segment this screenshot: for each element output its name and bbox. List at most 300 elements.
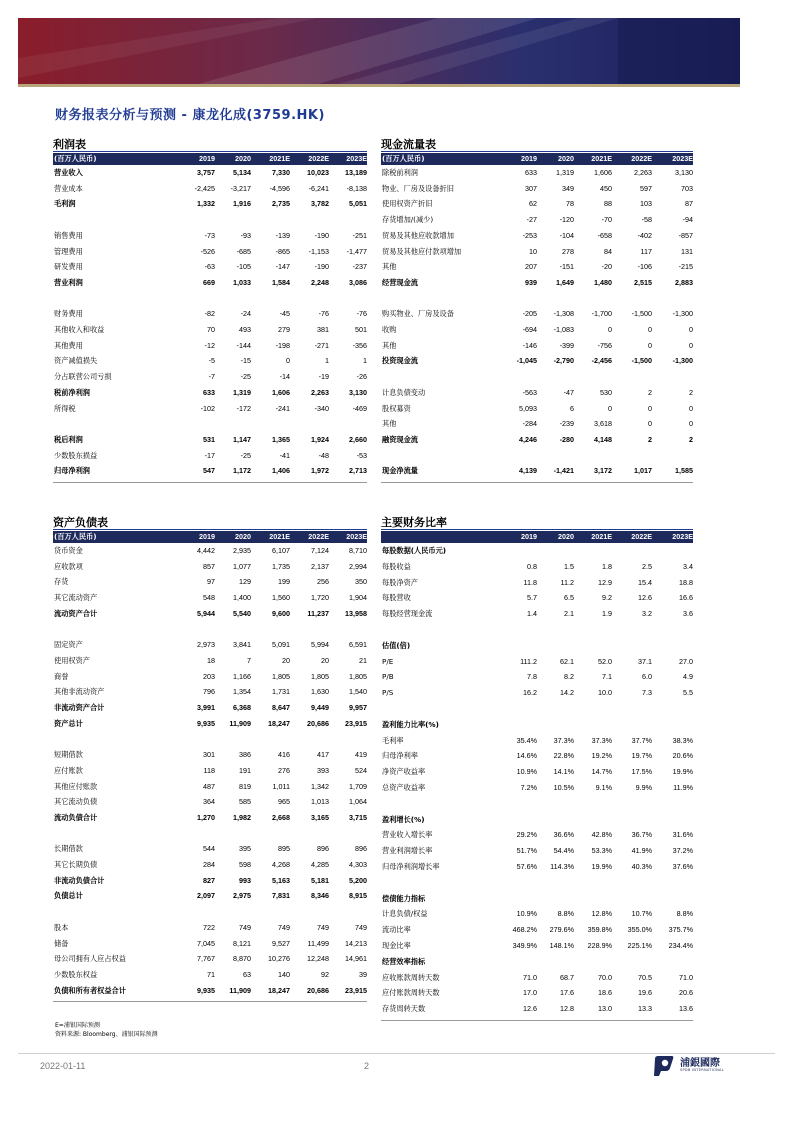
cell-value: 364 (203, 797, 215, 807)
cell-value: -70 (601, 215, 612, 225)
cell-value: 10,023 (307, 168, 329, 177)
cell-value: 3,130 (675, 168, 693, 177)
cell-value: 3.6 (683, 609, 693, 619)
cell-value (653, 798, 693, 810)
cell-value (534, 877, 574, 889)
cell-value: 548 (203, 593, 215, 603)
cell-value (534, 371, 574, 383)
cell-value (175, 733, 215, 745)
cell-value: 0 (648, 403, 652, 413)
cell-value: 2 (648, 387, 652, 397)
cell-value (327, 293, 367, 305)
table-row (53, 576, 367, 588)
cell-value: 17.5% (631, 767, 652, 777)
cell-value: 7,045 (197, 938, 215, 948)
cell-value: -120 (559, 215, 574, 225)
cell-value (612, 798, 652, 810)
cell-value: 1.5 (564, 561, 574, 571)
cell-value: 3.2 (642, 609, 652, 619)
year-header: 2023E (346, 154, 367, 163)
table-row (53, 545, 367, 557)
year-header: 2021E (269, 154, 290, 163)
table-row (53, 167, 367, 179)
cell-value: -190 (314, 262, 329, 272)
cell-value: 1,332 (197, 199, 215, 209)
cell-value: 27.0 (679, 656, 693, 666)
cell-value: -340 (314, 403, 329, 413)
cell-value (497, 371, 537, 383)
cell-value: 2.5 (642, 561, 652, 571)
row-label: 收购 (382, 325, 397, 334)
cell-value: -2,456 (591, 356, 612, 366)
table-row (381, 829, 693, 841)
cell-value: 1,805 (349, 671, 367, 681)
table-title-rule (53, 151, 367, 152)
cell-value: 20 (321, 655, 329, 665)
row-label: 其他应付账款 (54, 781, 98, 791)
cell-value: 0 (689, 403, 693, 413)
row-label: 资产减值损失 (54, 356, 98, 366)
row-label: 商誉 (54, 671, 69, 681)
cell-value: 62 (529, 199, 537, 209)
cell-value: -694 (522, 325, 537, 334)
table-row (381, 766, 693, 778)
cell-value: 11,909 (229, 985, 251, 995)
cell-value (175, 828, 215, 840)
row-label: 物业、厂房及设备折旧 (382, 183, 454, 193)
cell-value: 7.1 (602, 672, 612, 682)
cell-value: 14,961 (345, 954, 367, 964)
cell-value: 501 (355, 325, 367, 334)
cell-value: 13,189 (345, 168, 367, 177)
cell-value: 1,916 (233, 199, 251, 209)
cell-value: 1,270 (197, 812, 215, 822)
cell-value (572, 877, 612, 889)
cell-value (289, 214, 329, 226)
cell-value: 10.9% (516, 767, 537, 777)
cell-value: 71.0 (523, 972, 537, 982)
cell-value: 11.2 (560, 577, 574, 587)
cell-value: 487 (203, 781, 215, 791)
cell-value (572, 545, 612, 557)
cell-value: 14.7% (591, 767, 612, 777)
table-row (53, 781, 367, 793)
row-label: 购买物业、厂房及设备 (382, 309, 454, 319)
table-row (381, 230, 693, 242)
cell-value (211, 828, 251, 840)
cell-value: 5.7 (527, 593, 537, 603)
cell-value (497, 798, 537, 810)
page-title: 财务报表分析与预测 - 康龙化成(3759.HK) (55, 108, 325, 123)
row-label: 流动比率 (382, 925, 411, 935)
cell-value: 12.6 (638, 593, 652, 603)
table-row (53, 371, 367, 383)
table-row (381, 214, 693, 226)
row-label: 存货增加/(减少) (382, 215, 434, 225)
cell-value (211, 293, 251, 305)
table-row (53, 843, 367, 855)
table-row (53, 261, 367, 273)
cell-value: 276 (278, 765, 290, 775)
cell-value (534, 893, 574, 905)
table-row (381, 577, 693, 589)
cell-value (497, 640, 537, 652)
table-title-rule (53, 529, 367, 530)
cell-value: 5,540 (233, 608, 251, 618)
cell-value (289, 733, 329, 745)
cell-value (250, 828, 290, 840)
cell-value: 381 (317, 325, 329, 334)
row-label: 负债和所有者权益合计 (54, 985, 126, 995)
row-label: 净资产收益率 (382, 767, 426, 777)
cell-value: 54.4% (553, 846, 574, 856)
cell-value: 3,086 (349, 277, 367, 287)
cell-value: 11.8 (523, 577, 537, 587)
table-bottom-rule (381, 1020, 693, 1021)
cell-value: 148.1% (549, 941, 574, 950)
cell-value (211, 733, 251, 745)
table-row (53, 277, 367, 289)
table-title-rule (381, 151, 693, 152)
table-row (53, 561, 367, 573)
cell-value: 7,330 (272, 168, 290, 177)
cell-value: 9,527 (272, 938, 290, 948)
table-row (53, 434, 367, 446)
cell-value: 17.0 (523, 988, 537, 998)
cell-value: 97 (207, 577, 215, 587)
cell-value (612, 893, 652, 905)
cell-value: 1,147 (233, 434, 251, 444)
table-row (53, 308, 367, 320)
cell-value (572, 798, 612, 810)
cell-value: 199 (278, 577, 290, 587)
cell-value: 62.1 (560, 656, 574, 666)
cell-value: 7,124 (311, 546, 329, 555)
table-row (53, 749, 367, 761)
cell-value (612, 719, 652, 731)
row-label: 营业收入增长率 (382, 830, 433, 840)
cell-value: -76 (356, 309, 367, 319)
cell-value (327, 418, 367, 430)
cell-value: 6.0 (642, 672, 652, 682)
cell-value: -1,421 (553, 466, 574, 476)
table-row (381, 403, 693, 415)
cell-value: 6,591 (349, 640, 367, 650)
table-row (53, 859, 367, 871)
year-header: 2020 (558, 532, 574, 541)
cell-value: -94 (682, 215, 693, 225)
table-row (381, 656, 693, 668)
cell-value: 1,013 (311, 797, 329, 807)
cell-value: 2 (648, 434, 652, 444)
cell-value: 63 (243, 969, 251, 979)
year-header: 2022E (308, 532, 329, 541)
cell-value: -139 (275, 230, 290, 240)
cell-value: 5.5 (683, 688, 693, 698)
cell-value: -205 (522, 309, 537, 319)
cell-value: -151 (559, 262, 574, 272)
cell-value: 20.6% (672, 751, 693, 761)
cell-value (653, 703, 693, 715)
cell-value: 279 (278, 325, 290, 334)
cell-value: 14.6% (516, 751, 537, 761)
cell-value: -41 (279, 450, 290, 460)
cell-value: 349.9% (512, 941, 537, 950)
cell-value: 7.3 (642, 688, 652, 698)
cell-value: -241 (275, 403, 290, 413)
row-label: 毛利润 (54, 199, 76, 209)
cell-value: 37.3% (553, 735, 574, 745)
year-header: 2022E (631, 532, 652, 541)
table-title: 主要财务比率 (381, 516, 447, 529)
cell-value: 13.0 (598, 1004, 612, 1014)
cell-value: 939 (525, 277, 537, 287)
cell-value: 4,139 (519, 466, 537, 476)
table-row (53, 214, 367, 226)
cell-value: 2.1 (564, 609, 574, 619)
cell-value (250, 214, 290, 226)
cell-value: 1,480 (594, 277, 612, 287)
year-header: 2019 (199, 532, 215, 541)
cell-value (534, 640, 574, 652)
cell-value: 669 (203, 277, 215, 287)
cell-value: -1,308 (553, 309, 574, 319)
cell-value: 1,354 (233, 687, 251, 697)
cell-value: 3,991 (197, 703, 215, 712)
cell-value: -7 (208, 372, 215, 382)
cell-value: 0 (648, 419, 652, 429)
table-row (381, 972, 693, 984)
cell-value: 70 (207, 325, 215, 334)
cell-value (211, 624, 251, 636)
cell-value: -237 (352, 262, 367, 272)
row-label: 营业利润增长率 (382, 846, 433, 856)
cell-value: 78 (566, 199, 574, 209)
cell-value: 4,303 (349, 860, 367, 869)
cell-value: -47 (563, 387, 574, 397)
brand-logo (652, 1053, 742, 1079)
cell-value: -24 (240, 309, 251, 319)
year-header: 2021E (591, 154, 612, 163)
cell-value: 827 (203, 875, 215, 885)
cell-value: 1,585 (675, 466, 693, 476)
table-title: 利润表 (53, 138, 86, 151)
cell-value: -1,477 (346, 246, 367, 256)
cell-value: 41.9% (631, 846, 652, 856)
cell-value: 129 (239, 577, 251, 587)
cell-value (534, 293, 574, 305)
cell-value (327, 733, 367, 745)
table-row (381, 592, 693, 604)
row-label: 货币资金 (54, 546, 83, 555)
cell-value (653, 545, 693, 557)
cell-value: 722 (203, 922, 215, 932)
cell-value: 2,515 (634, 277, 652, 287)
row-label: 财务费用 (54, 309, 83, 319)
row-label: 贸易及其他应付款项增加 (382, 246, 462, 256)
cell-value (653, 450, 693, 462)
cell-value: 1,319 (233, 387, 251, 397)
row-label: 税前净利润 (54, 387, 90, 397)
cell-value (175, 906, 215, 918)
cell-value: 10.9% (516, 909, 537, 919)
table-row (381, 877, 693, 889)
cell-value: 18 (207, 655, 215, 665)
table-row (381, 987, 693, 999)
table-row (53, 702, 367, 714)
cell-value (175, 214, 215, 226)
row-label: 流动资产合计 (54, 608, 98, 618)
cell-value: -756 (597, 340, 612, 350)
table-row (381, 418, 693, 430)
cell-value: -1,153 (308, 246, 329, 256)
row-label: 贸易及其他应收款增加 (382, 230, 454, 240)
table-header-row (53, 153, 367, 165)
row-label: 应付账款周转天数 (382, 988, 440, 998)
cell-value (612, 640, 652, 652)
cell-value: 20,686 (307, 718, 329, 728)
cell-value: -146 (522, 340, 537, 350)
cell-value: -251 (352, 230, 367, 240)
cell-value: 1,924 (311, 434, 329, 444)
cell-value: 6,368 (233, 703, 251, 712)
cell-value: -253 (522, 230, 537, 240)
cell-value (497, 624, 537, 636)
cell-value: 0 (689, 340, 693, 350)
cell-value: -1,700 (591, 309, 612, 319)
cell-value: 12.8 (560, 1004, 574, 1014)
header-banner (18, 18, 740, 84)
table-row (381, 687, 693, 699)
cell-value: 225.1% (627, 941, 652, 950)
cell-value: 39 (359, 969, 367, 979)
cell-value: 6.5 (564, 593, 574, 603)
row-label: 应付账款 (54, 765, 83, 775)
cell-value: 1,735 (272, 561, 290, 571)
cell-value (497, 450, 537, 462)
cell-value: 7.2% (520, 783, 537, 792)
cell-value: -20 (601, 262, 612, 272)
cell-value (612, 703, 652, 715)
cell-value: 1,011 (272, 781, 290, 791)
cell-value: 2,248 (311, 277, 329, 287)
cell-value: 234.4% (668, 941, 693, 950)
cell-value: 6,107 (272, 546, 290, 555)
row-label: 非流动负债合计 (54, 875, 105, 885)
cell-value: 71 (207, 969, 215, 979)
cell-value (653, 371, 693, 383)
year-header: 2019 (199, 154, 215, 163)
row-label: 每股收益 (382, 561, 411, 571)
cell-value: 87 (685, 199, 693, 209)
cell-value: 3,165 (311, 812, 329, 822)
row-label: 营业成本 (54, 183, 83, 193)
cell-value: 131 (681, 246, 693, 256)
cell-value: 493 (239, 325, 251, 334)
cell-value: 0 (689, 419, 693, 429)
year-header: 2020 (235, 532, 251, 541)
cell-value: -14 (279, 372, 290, 382)
cell-value: 52.0 (598, 656, 612, 666)
cell-value: 11,237 (307, 608, 329, 618)
cell-value: 10,276 (268, 954, 290, 964)
table-title: 现金流量表 (381, 138, 436, 151)
cell-value (612, 545, 652, 557)
cell-value: -19 (318, 372, 329, 382)
cell-value: 0 (648, 340, 652, 350)
row-label: 应收账款周转天数 (382, 972, 440, 982)
table-title: 资产负债表 (53, 516, 108, 529)
row-label: 每股营收 (382, 593, 411, 603)
row-label: 存货 (54, 577, 69, 587)
cell-value (534, 703, 574, 715)
cell-value: 5,181 (311, 875, 329, 885)
table-row (381, 798, 693, 810)
cell-value: 2,713 (349, 466, 367, 476)
cell-value: 12.8% (591, 909, 612, 919)
table-row (53, 293, 367, 305)
year-header: 2019 (521, 532, 537, 541)
table-row (381, 198, 693, 210)
cell-value: 4,246 (519, 434, 537, 444)
table-row (381, 671, 693, 683)
cell-value (534, 719, 574, 731)
cell-value: 10.7% (631, 909, 652, 919)
cell-value: 15.4 (638, 577, 652, 587)
cell-value: 278 (562, 246, 574, 256)
cell-value: -1,045 (516, 356, 537, 366)
row-label: 股权募资 (382, 403, 411, 413)
row-label: 其他费用 (54, 340, 83, 350)
year-header: 2023E (346, 532, 367, 541)
cell-value: 531 (203, 434, 215, 444)
cell-value (327, 214, 367, 226)
cell-value: 749 (278, 922, 290, 932)
cell-value (653, 814, 693, 826)
row-label: P/E (382, 656, 394, 666)
cell-value: 8,647 (272, 703, 290, 712)
table-row (381, 293, 693, 305)
table-row (381, 1003, 693, 1015)
row-label: 少数股东损益 (54, 450, 98, 460)
table-row (381, 371, 693, 383)
table-row (53, 403, 367, 415)
cell-value: 1,400 (233, 593, 251, 603)
cell-value: 3.4 (683, 561, 693, 571)
cell-value (653, 719, 693, 731)
row-label: 研发费用 (54, 262, 83, 272)
year-header: 2019 (521, 154, 537, 163)
row-label: 应收款项 (54, 561, 83, 571)
cell-value: 1,319 (556, 168, 574, 177)
cell-value: 1,720 (311, 593, 329, 603)
cell-value: -63 (204, 262, 215, 272)
cell-value: 9,935 (197, 718, 215, 728)
cell-value: 393 (317, 765, 329, 775)
cell-value (497, 814, 537, 826)
cell-value: 71.0 (679, 972, 693, 982)
cell-value (612, 371, 652, 383)
cell-value: 38.3% (672, 735, 693, 745)
cell-value: 386 (239, 750, 251, 760)
cell-value: 11,909 (229, 718, 251, 728)
cell-value: 7,767 (197, 954, 215, 964)
row-label: P/B (382, 672, 394, 682)
row-label: 营业利润 (54, 277, 83, 287)
year-header: 2022E (308, 154, 329, 163)
cell-value: 1,033 (233, 277, 251, 287)
year-header: 2020 (558, 154, 574, 163)
